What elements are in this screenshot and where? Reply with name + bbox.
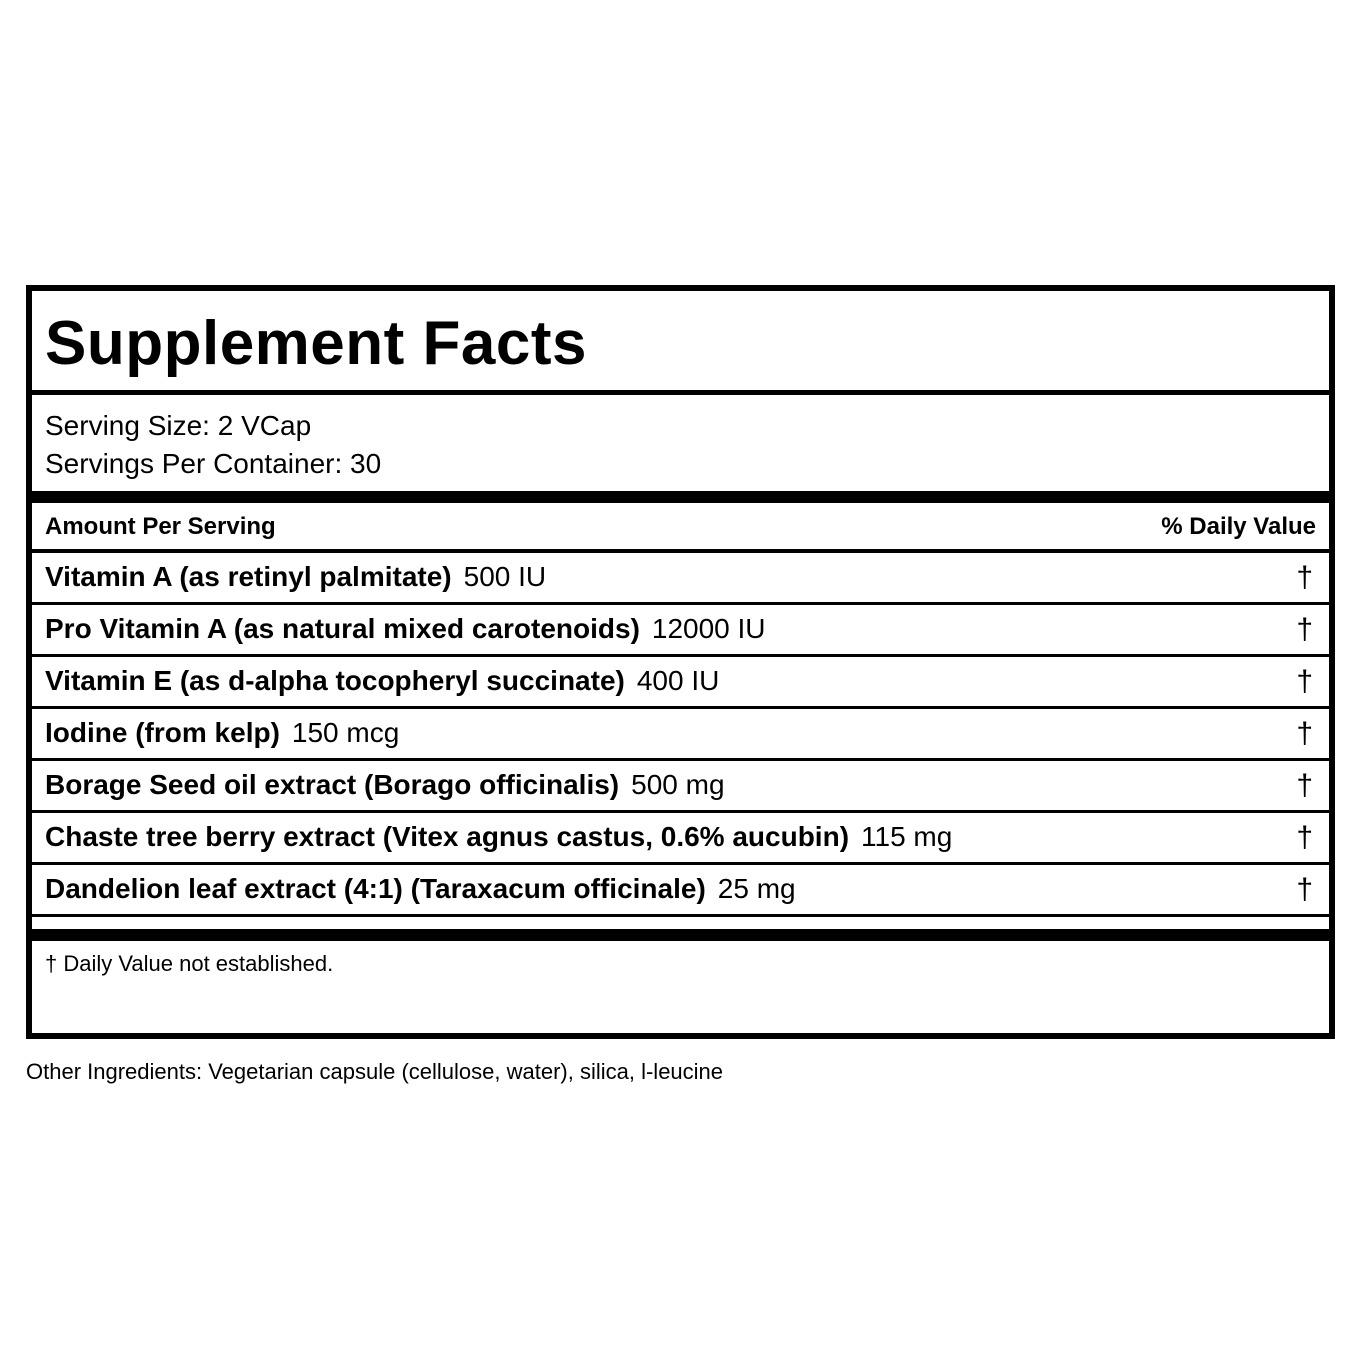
daily-value-mark: † [1296,873,1313,906]
panel-title: Supplement Facts [45,309,587,378]
ingredient-amount: 25 mg [717,873,796,904]
ingredient-name: Iodine (from kelp) [45,717,280,748]
servings-per-container: Servings Per Container: 30 [45,448,382,479]
other-ingredients: Other Ingredients: Vegetarian capsule (cellulose, water), silica, l-leucine [26,1059,724,1084]
daily-value-mark: † [1296,613,1313,646]
table-row [32,553,1329,602]
daily-value-mark: † [1296,821,1313,854]
ingredient-name: Pro Vitamin A (as natural mixed carotenoids) [45,613,640,644]
table-row [32,709,1329,758]
daily-value-mark: † [1296,665,1313,698]
table-row [32,813,1329,862]
daily-value-mark: † [1296,769,1313,802]
ingredient-amount: 150 mcg [291,717,400,748]
divider-title [32,390,1329,395]
daily-value-footnote: † Daily Value not established. [45,951,334,976]
ingredient-amount: 12000 IU [651,613,766,644]
serving-size: Serving Size: 2 VCap [45,410,312,441]
daily-value-header: % Daily Value [1161,513,1316,540]
ingredient-amount: 400 IU [636,665,720,696]
ingredient-name: Borage Seed oil extract (Borago officinalis) [45,769,620,800]
row-divider [32,914,1329,917]
divider-thick-bottom [32,929,1329,941]
ingredient-name: Vitamin E (as d-alpha tocopheryl succinate) [45,665,625,696]
supplement-facts-panel [26,285,1335,1039]
daily-value-mark: † [1296,561,1313,594]
table-row [32,657,1329,706]
table-row [32,761,1329,810]
ingredient-name: Vitamin A (as retinyl palmitate) [45,561,452,592]
ingredient-name: Dandelion leaf extract (4:1) (Taraxacum officinale) [45,873,706,904]
divider-thick-top [32,491,1329,503]
table-row [32,865,1329,914]
table-row [32,605,1329,654]
ingredient-name: Chaste tree berry extract (Vitex agnus castus, 0.6% aucubin) [45,821,850,852]
ingredient-amount: 500 mg [631,769,725,800]
ingredient-amount: 500 IU [463,561,547,592]
ingredient-amount: 115 mg [861,821,953,852]
amount-per-serving-header: Amount Per Serving [45,513,276,540]
daily-value-mark: † [1296,717,1313,750]
